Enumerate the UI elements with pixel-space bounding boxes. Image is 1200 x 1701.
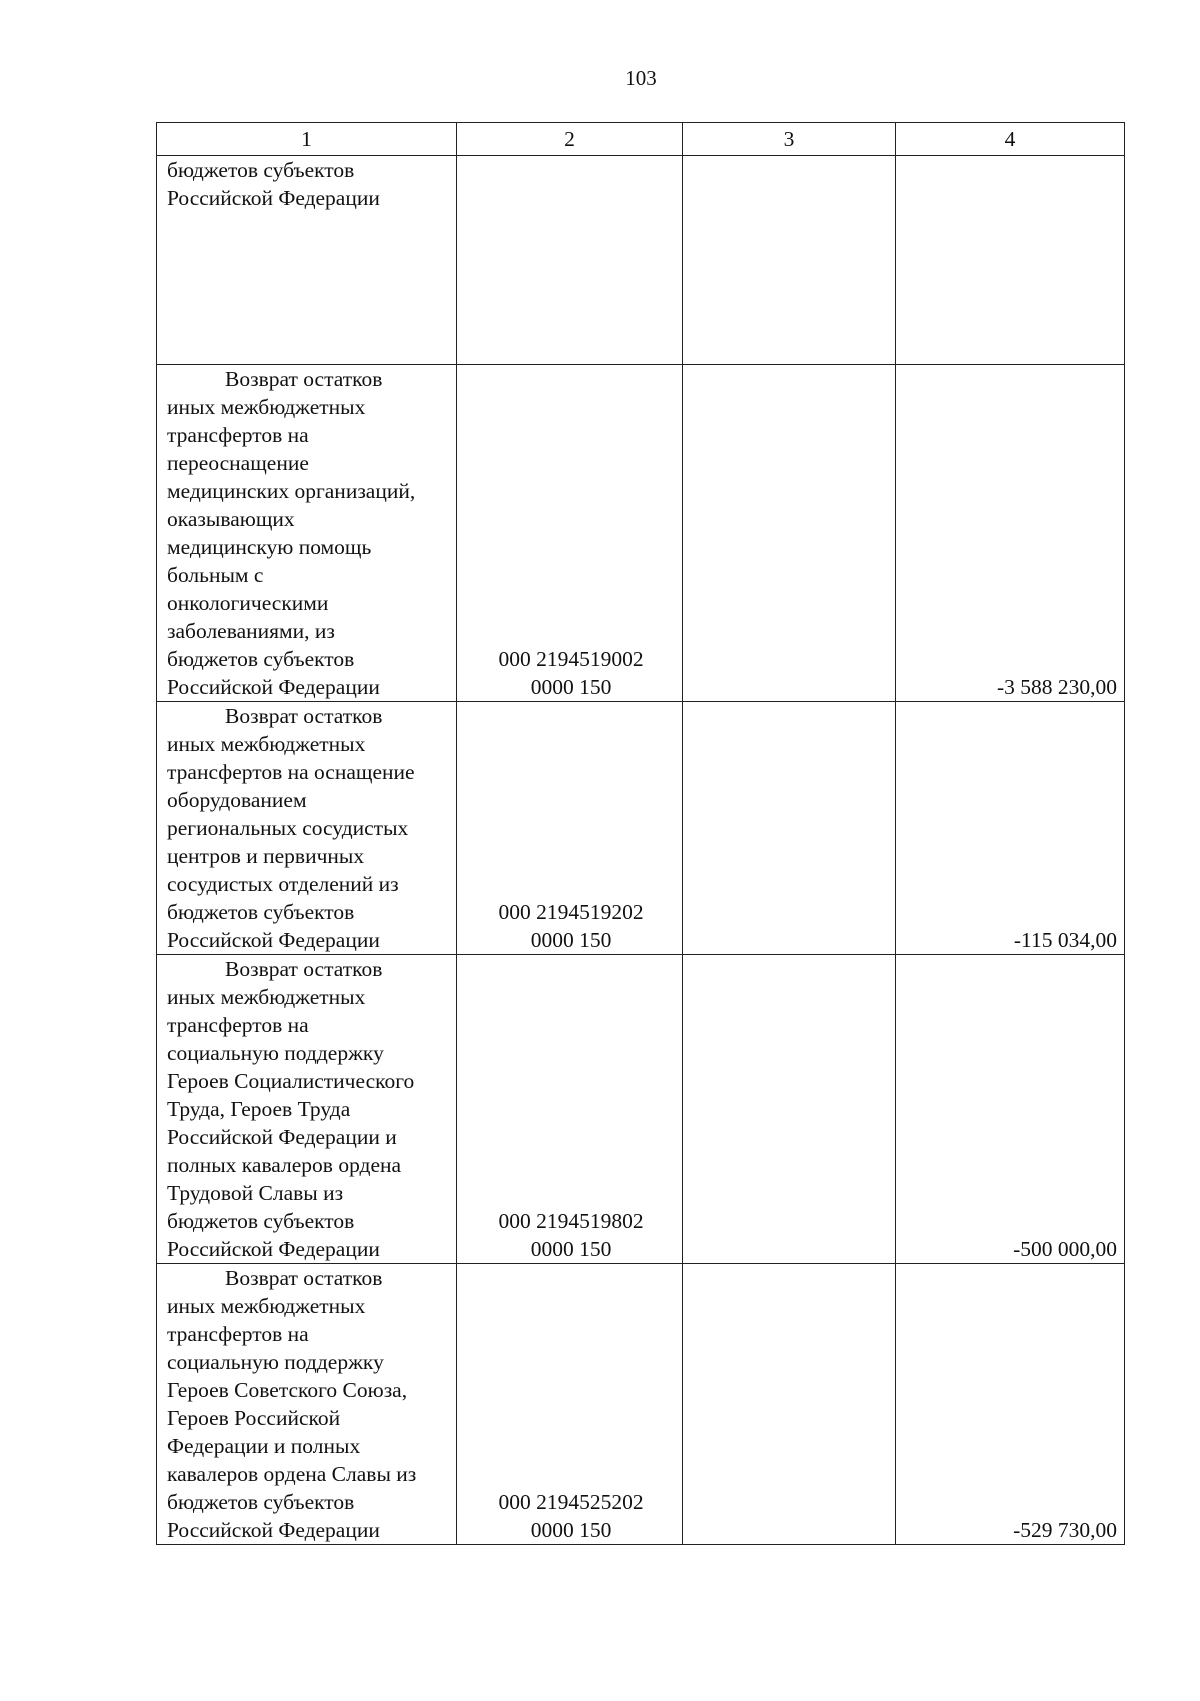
row-name-text: Возврат остатков иных межбюджетных трансфертов на оснащение оборудованием региональных сосудистых центров и первичных сосудистых отделений из бюджетов субъектов Российской Федерации: [167, 704, 415, 952]
row-name: бюджетов субъектов Российской Федерации: [157, 156, 457, 365]
row-code: 000 2194519202 0000 150: [457, 702, 683, 955]
row-amount: -500 000,00: [896, 955, 1125, 1264]
row-name: [157, 1264, 457, 1545]
table-row: [157, 1264, 1125, 1545]
row-col3: [683, 156, 896, 365]
row-col3: [683, 1264, 896, 1545]
row-name: [157, 365, 457, 702]
column-header-2: 2: [457, 123, 683, 156]
budget-table: [156, 122, 1125, 1545]
row-name: [157, 702, 457, 955]
row-amount: -529 730,00: [896, 1264, 1125, 1545]
row-col3: [683, 702, 896, 955]
column-header-1: 1: [157, 123, 457, 156]
row-col3: [683, 955, 896, 1264]
row-name: [157, 955, 457, 1264]
table-row: [157, 955, 1125, 1264]
row-code: 000 2194519802 0000 150: [457, 955, 683, 1264]
row-code: 000 2194525202 0000 150: [457, 1264, 683, 1545]
row-amount: -3 588 230,00: [896, 365, 1125, 702]
row-amount: -115 034,00: [896, 702, 1125, 955]
table-header-row: [157, 123, 1125, 156]
row-code: 000 2194519002 0000 150: [457, 365, 683, 702]
row-col3: [683, 365, 896, 702]
row-name-text: Возврат остатков иных межбюджетных трансфертов на социальную поддержку Героев Советского Союза, Героев Российской Федерации и полных кавалеров ордена Славы из бюджетов субъектов Российской Федерации: [167, 1266, 417, 1542]
column-header-3: 3: [683, 123, 896, 156]
table-row: [157, 702, 1125, 955]
table-row: [157, 156, 1125, 365]
table-row: [157, 365, 1125, 702]
row-name-text: Возврат остатков иных межбюджетных трансфертов на социальную поддержку Героев Социалистического Труда, Героев Труда Российской Федерации и полных кавалеров ордена Трудовой Славы из бюджетов субъектов Российской Федерации: [167, 957, 415, 1261]
row-code: [457, 156, 683, 365]
column-header-4: 4: [896, 123, 1125, 156]
page-number: 103: [625, 66, 657, 90]
row-amount: [896, 156, 1125, 365]
row-name-text: Возврат остатков иных межбюджетных трансфертов на переоснащение медицинских организаций, оказывающих медицинскую помощь больным с онкологическими заболеваниями, из бюджетов субъектов Российской Федерации: [167, 367, 416, 699]
